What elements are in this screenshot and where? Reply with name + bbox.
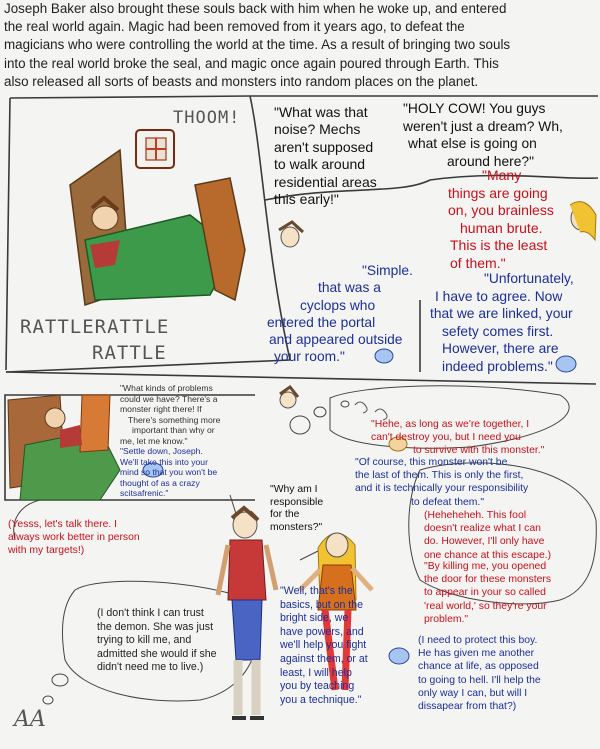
blue-spirit-icon [389,648,409,664]
artist-signature: AA [14,707,46,732]
boy-standing [218,508,276,718]
speech-bubble-unfortunately: "Unfortunately, I have to agree. Now that we are linked, your sefety comes first. However, there are indeed problems." [430,271,574,374]
decoration [355,402,367,413]
thought-bubble-dont-trust: (I don't think I can trust the demon. She was just trying to kill me, and admitted she would if she didn't need me to live.) [97,607,217,674]
narration-line: also released all sorts of beasts and monsters into random places on the planet. [4,73,479,89]
narration-line: into the real world broke the seal, and magic once again poured through Earth. This [4,55,499,71]
speech-bubble-by-killing: "By killing me, you opened the door for these monsters to appear in your so called 'real world,' so they're your problem." [424,561,552,625]
speech-bubble-hehe: "Hehe, as long as we're together, I can't destroy you, but I need you to survive with this monster." [371,419,545,457]
speech-bubble-of-course: "Of course, this monster won't be the last of them. This is only the first, and it is technically your responsibility to defeat them." [355,457,529,508]
boy-head [45,408,65,428]
speech-bubble-holy-cow: "HOLY COW! You guys weren't just a dream? Wh, what else is going on around here?" [403,101,563,169]
speech-bubble-basics: "Well, that's the basics, but on the bright side, we have powers, and we'll help you fight against them, or at least, I will help you by teaching you a technique." [280,585,368,706]
speech-bubble-simple-text: "Simple. that was a cyclops who entered the portal and appeared outside your room." [267,263,413,365]
thought-bubble-yesss: (Yesss, let's talk there. I always work better in person with my targets!) [8,519,140,556]
panel-border [6,98,10,370]
sfx-thoom: THOOM! [173,108,241,128]
window-drawing [136,130,174,168]
panel-border [10,96,250,98]
speech-bubble-settle-down: "Settle down, Joseph. We'll take this into your mind so that you won't be thought of as a crazy scitsafrenic." [120,446,218,499]
thought-bubble-protect: (I need to protect this boy. He has given me another chance at life, as opposed to going to hell. I'll help the only way I can, but will I dissapear from that?) [418,635,541,713]
speech-bubble-mechs: "What was that noise? Mechs aren't supposed to walk around residential areas this early!" [274,104,377,208]
bed-scene-small [8,395,120,500]
sfx-rattle: RATTLERATTLE [20,316,170,338]
narration-line: magicians who were controlling the world at the time. As a result of bringing two souls [4,37,511,53]
speech-bubble-why-am-i: "Why am I responsible for the monsters?" [270,484,324,533]
narration-line: the real world again. Magic had been removed from it years ago, to defeat the [4,19,465,35]
boy-head [92,206,118,230]
thought-bubble [341,401,349,407]
sfx-rattle: RATTLE [92,342,167,364]
thought-bubble [52,674,68,686]
thought-bubble [314,407,326,417]
speech-bubble-problems: "What kinds of problems could we have? There's a monster right there! If There's something more important than why or me, let me know." [120,383,221,446]
speech-bubble-many-things: "Many things are going on, you brainless human brute. This is the least of them." [448,167,554,271]
thought-bubble [43,696,53,704]
narration-line: Joseph Baker also brought these souls back with him when he woke up, and entered [4,1,507,16]
demon-head [279,222,303,247]
bed-scene [70,150,245,305]
blonde-head [570,202,596,240]
demon-head-small [280,387,298,408]
thought-bubble-heheheheh: (Heheheheh. This fool doesn't realize what I can do. However, I'll only have one chance at this escape.) [424,510,552,561]
bed-footboard [80,395,110,452]
thought-bubble [290,416,310,434]
